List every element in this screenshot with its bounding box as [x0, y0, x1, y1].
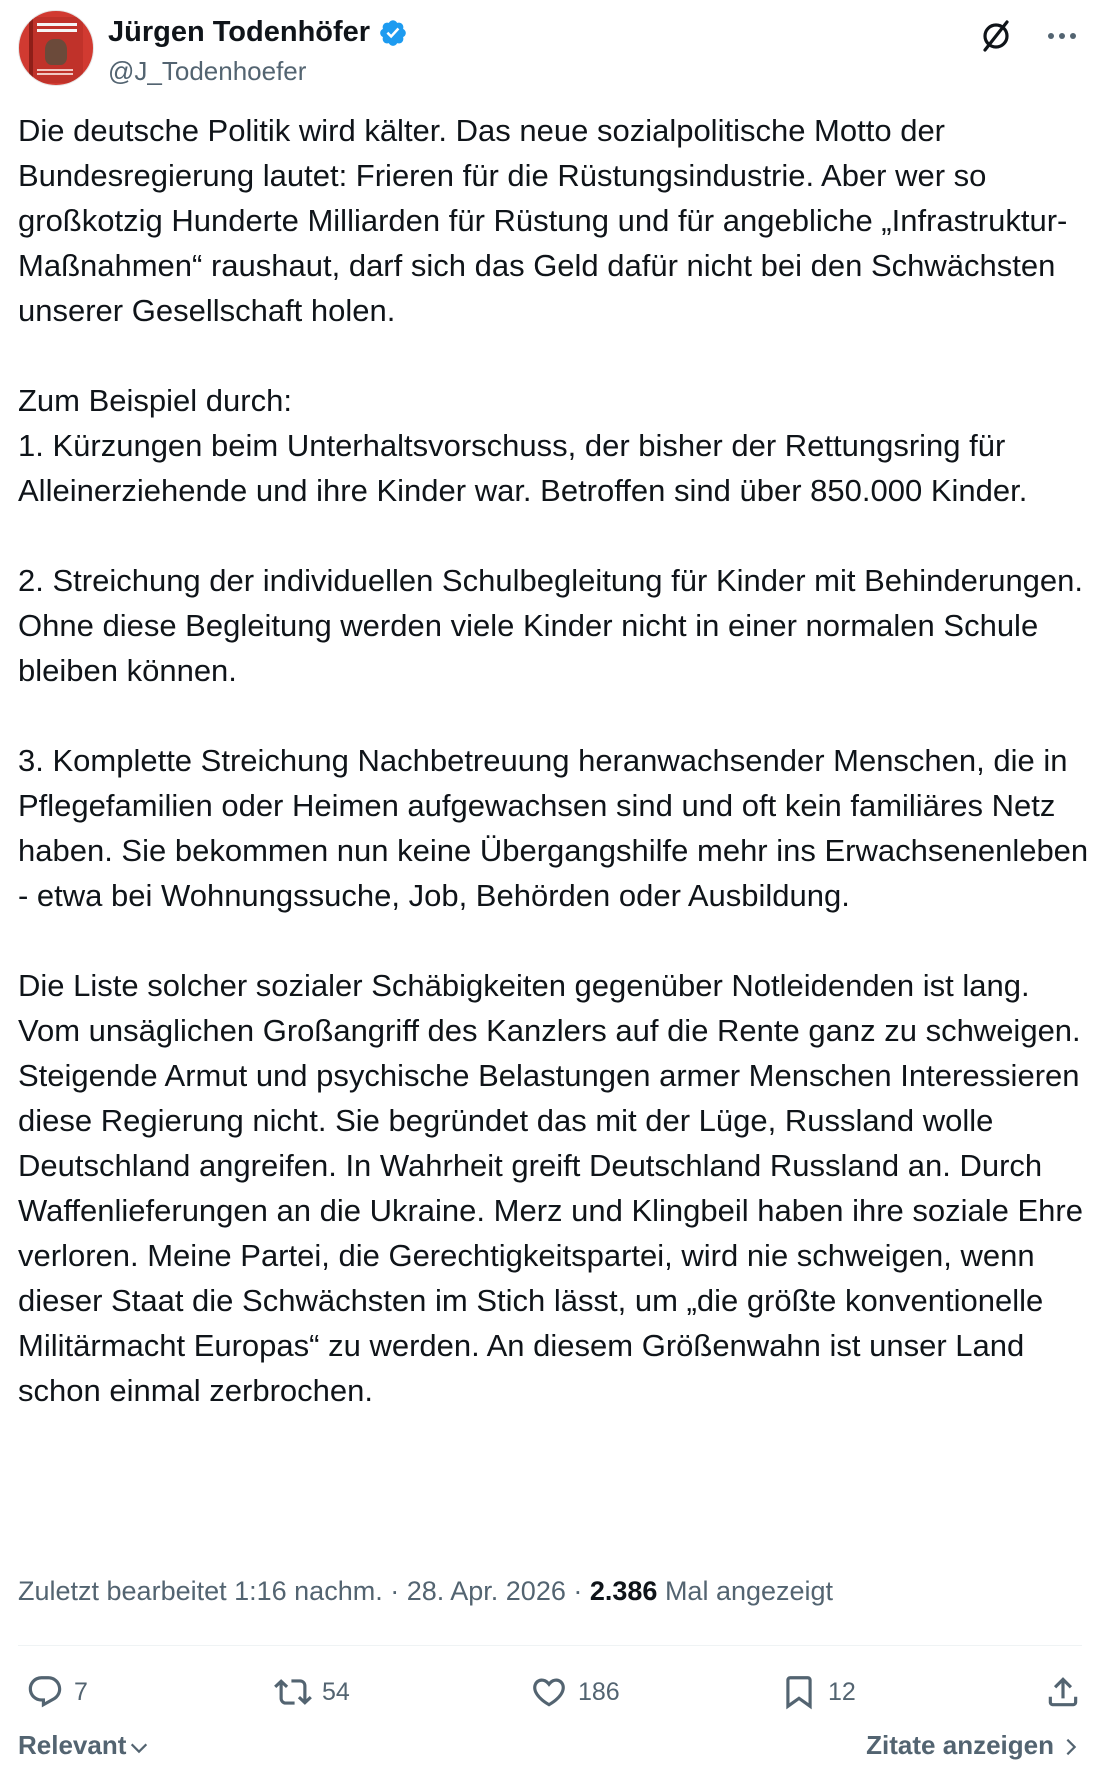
like-button[interactable]: [530, 1666, 620, 1718]
tweet-text: [18, 108, 1090, 1413]
bookmark-icon: [780, 1673, 818, 1711]
more-horizontal-icon[interactable]: [1042, 18, 1082, 54]
share-button[interactable]: [1044, 1666, 1082, 1718]
action-bar: [18, 1666, 1082, 1718]
display-name[interactable]: Jürgen Todenhöfer: [108, 16, 371, 48]
retweet-icon: [274, 1673, 312, 1711]
tweet-paragraph: Zum Beispiel durch: 1. Kürzungen beim Unterhaltsvorschuss, der bisher der Rettungsring für Alleinerziehende und ihre Kinder war. Betroffen sind über 850.000 Kinder.: [18, 383, 1028, 508]
sort-label: Relevant: [18, 1730, 127, 1760]
tweet-paragraph: 2. Streichung der individuellen Schulbegleitung für Kinder mit Behinderungen. Ohne diese Begleitung werden viele Kinder nicht in einer normalen Schule bleiben können.: [18, 563, 1084, 688]
edited-label[interactable]: Zuletzt bearbeitet 1:16 nachm.: [18, 1576, 383, 1606]
tweet-paragraph: 3. Komplette Streichung Nachbetreuung heranwachsender Menschen, die in Pflegefamilien oder Heimen aufgewachsen sind und oft kein familiäres Netz haben. Sie bekommen nun keine Übergangshilfe mehr ins Erwachsenenleben - etwa bei Wohnungssuche, Job, Behörden oder Ausbildung.: [18, 743, 1089, 913]
grok-icon[interactable]: [976, 16, 1016, 56]
book-cover-image: [29, 17, 83, 83]
heart-icon: [530, 1673, 568, 1711]
verified-badge-icon: [378, 18, 408, 48]
reply-icon: [26, 1673, 64, 1711]
reply-button[interactable]: [26, 1666, 88, 1718]
name-row: [108, 16, 408, 49]
avatar[interactable]: [18, 10, 94, 86]
chevron-right-icon: [1060, 1736, 1082, 1758]
replies-footer: [18, 1730, 1082, 1770]
reply-count: 7: [74, 1677, 88, 1706]
meta-separator: ·: [382, 1576, 407, 1606]
retweet-count: 54: [322, 1677, 350, 1706]
tweet-paragraph: Die deutsche Politik wird kälter. Das neue sozialpolitische Motto der Bundesregierung lautet: Frieren für die Rüstungsindustrie. Aber wer so großkotzig Hunderte Milliarden für Rüstung und für angebliche „Infrastruktur-Maßnahmen“ raushaut, darf sich das Geld dafür nicht bei den Schwächsten unserer Gesellschaft holen.: [18, 113, 1068, 328]
view-quotes-link[interactable]: [866, 1730, 1082, 1761]
share-icon: [1044, 1673, 1082, 1711]
tweet-header: [18, 10, 1082, 90]
post-date[interactable]: 28. Apr. 2026: [406, 1576, 566, 1606]
bookmark-count: 12: [828, 1677, 856, 1706]
handle[interactable]: @J_Todenhoefer: [108, 56, 307, 86]
sort-dropdown[interactable]: [18, 1730, 150, 1761]
quotes-label: Zitate anzeigen: [866, 1730, 1054, 1760]
bookmark-button[interactable]: [780, 1666, 856, 1718]
meta-separator: ·: [565, 1576, 590, 1606]
views-count: 2.386: [589, 1576, 658, 1606]
tweet-meta: [18, 1576, 833, 1607]
tweet-paragraph: Die Liste solcher sozialer Schäbigkeiten gegenüber Notleidenden ist lang. Vom unsäglichen Großangriff des Kanzlers auf die Rente ganz zu schweigen. Steigende Armut und psychische Belastungen armer Menschen Interessieren diese Regierung nicht. Sie begründet das mit der Lüge, Russland wolle Deutschland angreifen. In Wahrheit greift Deutschland Russland an. Durch Waffenlieferungen an die Ukraine. Merz und Klingbeil haben ihre soziale Ehre verloren. Meine Partei, die Gerechtigkeitspartei, wird nie schweigen, wenn dieser Staat die Schwächsten im Stich lässt, um „die größte konventionelle Militärmacht Europas“ zu werden. An diesem Größenwahn ist unser Land schon einmal zerbrochen.: [18, 968, 1083, 1408]
divider: [18, 1645, 1082, 1646]
views-label: Mal angezeigt: [657, 1576, 834, 1606]
like-count: 186: [578, 1677, 620, 1706]
chevron-down-icon: [128, 1737, 150, 1759]
retweet-button[interactable]: [274, 1666, 350, 1718]
